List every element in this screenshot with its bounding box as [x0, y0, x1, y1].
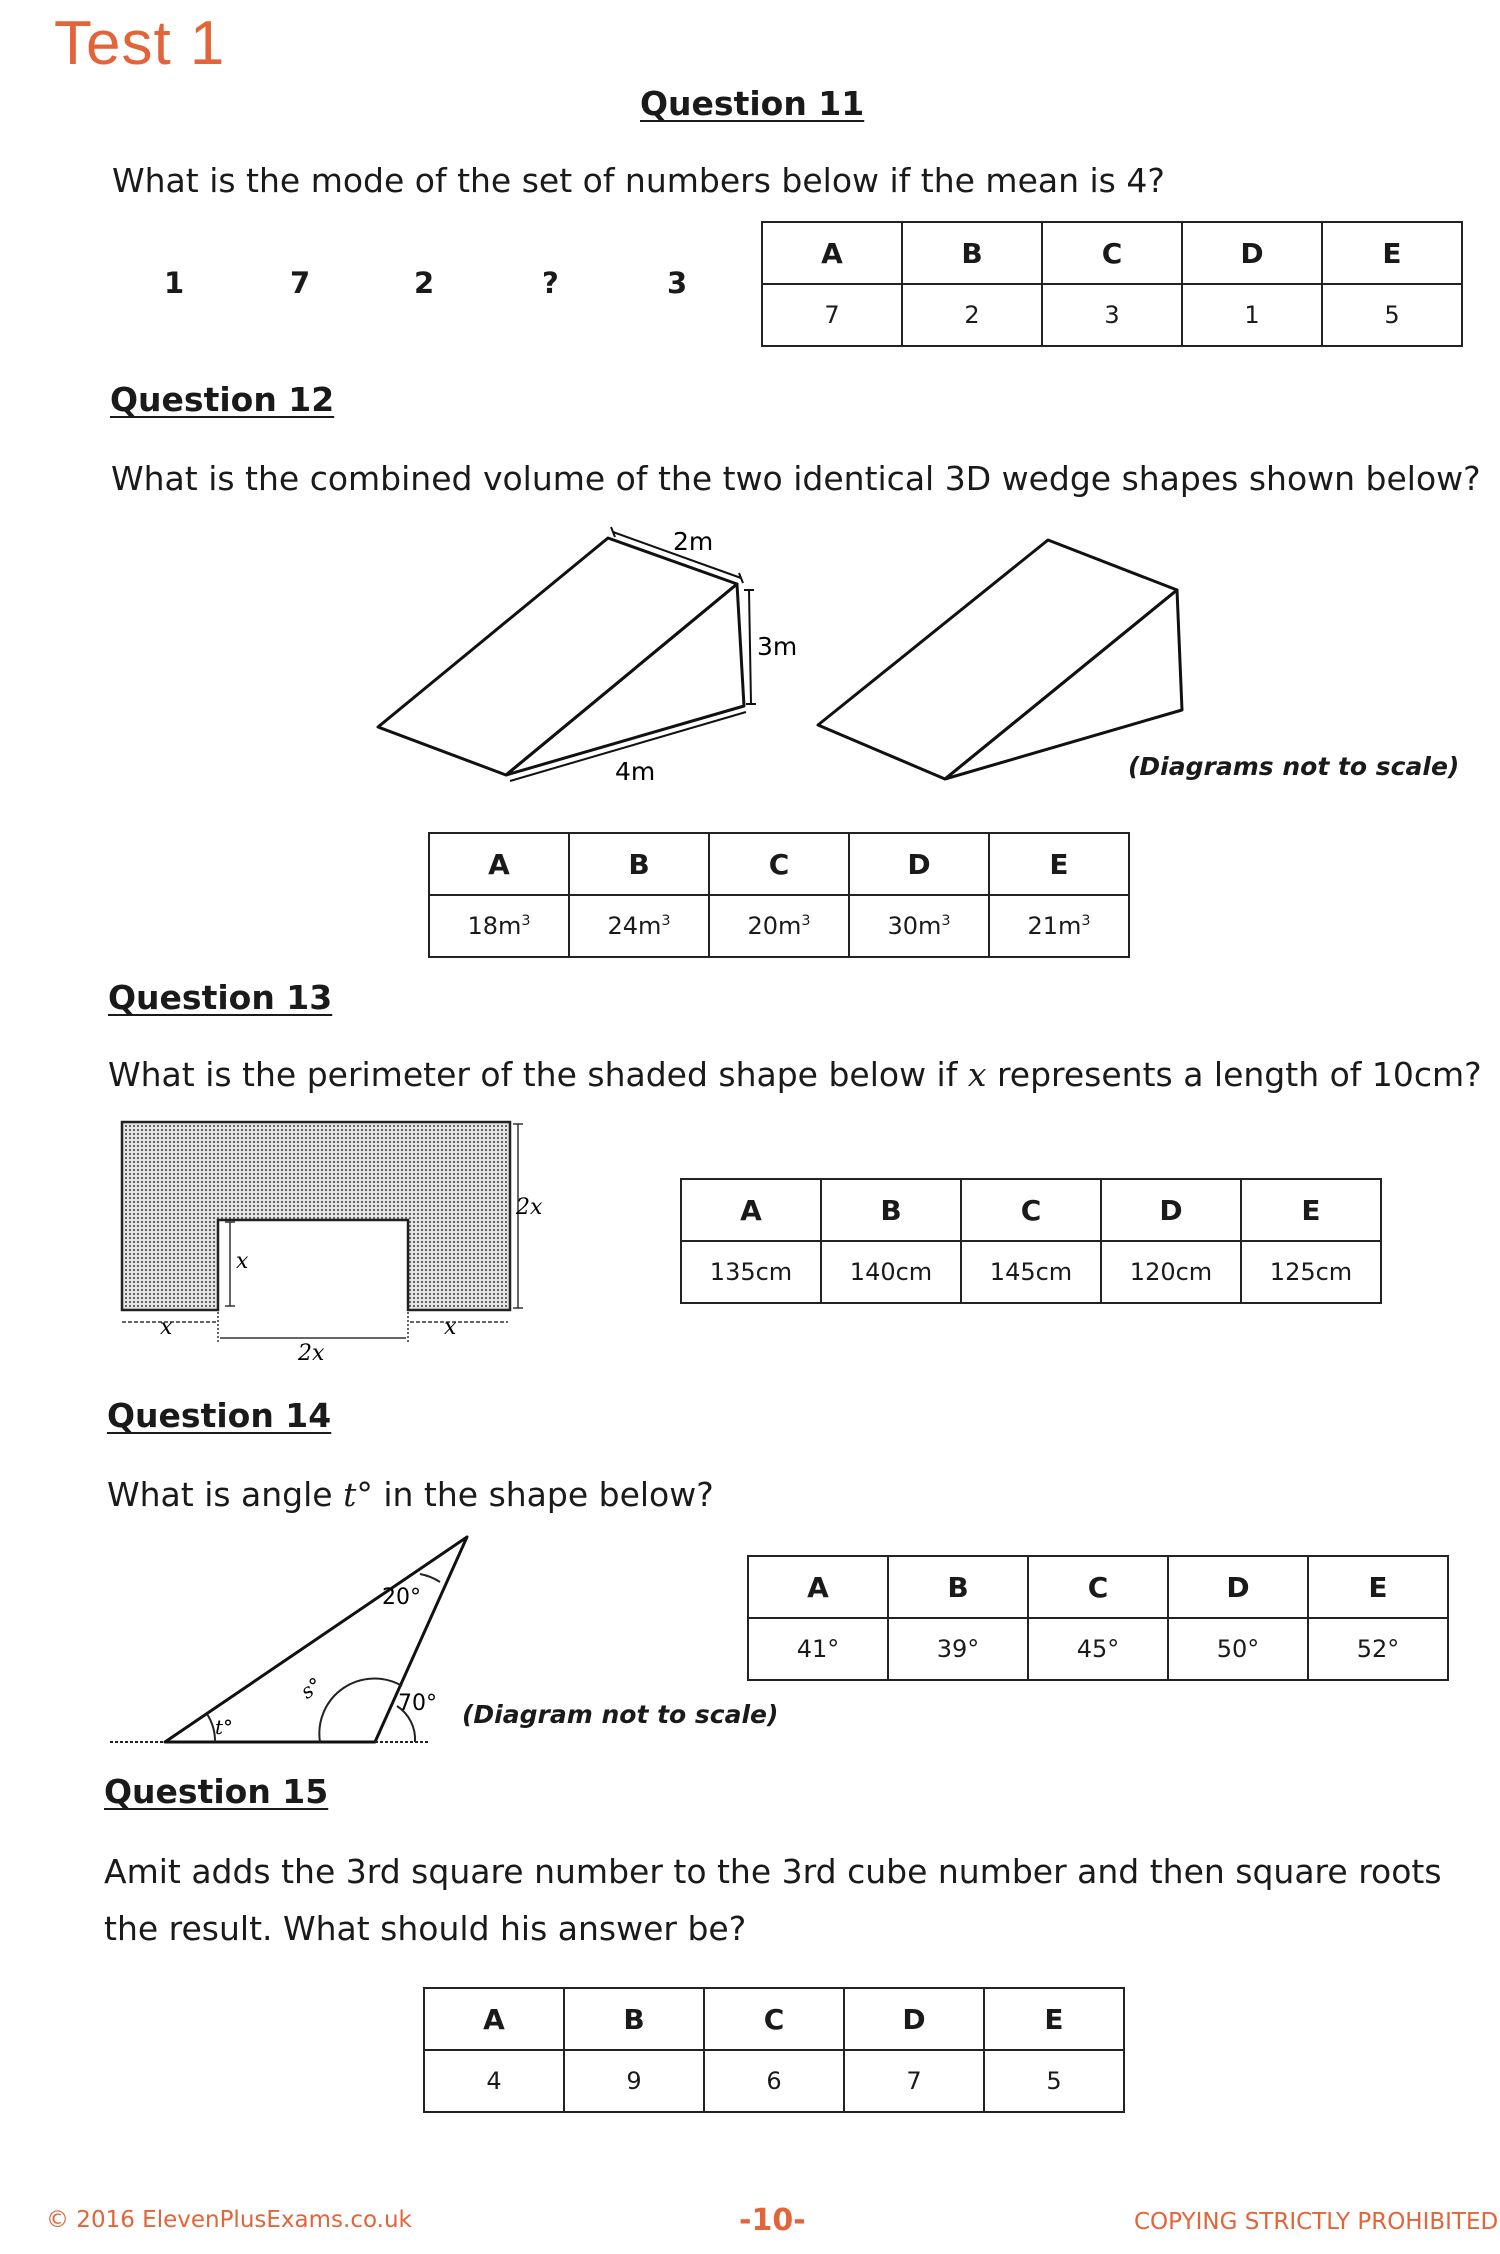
q12-answer-table — [428, 832, 1130, 958]
shaded-shape — [122, 1122, 510, 1310]
q11-option-b-letter[interactable]: B — [902, 222, 1042, 284]
angle-70-label: 70° — [398, 1691, 437, 1716]
q15-option-c-letter[interactable]: C — [704, 1988, 844, 2050]
q15-option-a-letter[interactable]: A — [424, 1988, 564, 2050]
q12-text: What is the combined volume of the two identical 3D wedge shapes shown below? — [111, 459, 1481, 498]
q15-option-e-letter[interactable]: E — [984, 1988, 1124, 2050]
footer-page-number: -10- — [739, 2203, 806, 2238]
q14-option-d-value[interactable]: 50° — [1168, 1618, 1308, 1680]
q12-heading: Question 12 — [110, 380, 335, 419]
q11-option-e-value[interactable]: 5 — [1322, 284, 1462, 346]
footer-copy-notice: COPYING STRICTLY PROHIBITED — [1134, 2209, 1499, 2235]
q11-option-e-letter[interactable]: E — [1322, 222, 1462, 284]
q13-option-d-letter[interactable]: D — [1101, 1179, 1241, 1241]
q11-option-d-value[interactable]: 1 — [1182, 284, 1322, 346]
q13-option-e-value[interactable]: 125cm — [1241, 1241, 1381, 1303]
q11-option-c-letter[interactable]: C — [1042, 222, 1182, 284]
q14-option-a-letter[interactable]: A — [748, 1556, 888, 1618]
q14-text: What is angle t° in the shape below? — [107, 1475, 714, 1514]
angle-t-label: t° — [215, 1715, 234, 1739]
q15-text-line1: Amit adds the 3rd square number to the 3rd cube number and then square roots — [104, 1852, 1442, 1891]
q11-number: 7 — [290, 266, 311, 300]
wedge-diagram — [0, 0, 1500, 820]
q14-option-b-letter[interactable]: B — [888, 1556, 1028, 1618]
q12-option-e-value[interactable]: $21m^3$ — [989, 895, 1129, 957]
width-label: 2m — [673, 527, 714, 556]
q15-heading: Question 15 — [104, 1772, 329, 1811]
q13-answer-table — [680, 1178, 1382, 1304]
length-label: 4m — [615, 757, 656, 786]
q11-text: What is the mode of the set of numbers below if the mean is 4? — [112, 161, 1165, 200]
q14-option-a-value[interactable]: 41° — [748, 1618, 888, 1680]
right-base-x-label: x — [444, 1315, 457, 1340]
right-2x-label: 2x — [516, 1195, 543, 1220]
q14-option-b-value[interactable]: 39° — [888, 1618, 1028, 1680]
q14-heading: Question 14 — [107, 1396, 332, 1435]
footer-copyright: © 2016 ElevenPlusExams.co.uk — [46, 2207, 412, 2233]
q13-option-b-value[interactable]: 140cm — [821, 1241, 961, 1303]
q14-option-e-value[interactable]: 52° — [1308, 1618, 1448, 1680]
q12-option-d-letter[interactable]: D — [849, 833, 989, 895]
q12-option-c-letter[interactable]: C — [709, 833, 849, 895]
angle-s-label: s° — [295, 1672, 327, 1704]
q12-option-e-letter[interactable]: E — [989, 833, 1129, 895]
wedge-left — [378, 538, 744, 775]
q13-option-a-letter[interactable]: A — [681, 1179, 821, 1241]
q15-option-a-value[interactable]: 4 — [424, 2050, 564, 2112]
q13-option-c-value[interactable]: 145cm — [961, 1241, 1101, 1303]
shaded-shape-diagram — [0, 1100, 600, 1380]
inner-x-label: x — [236, 1249, 249, 1274]
q12-option-c-value[interactable]: $20m^3$ — [709, 895, 849, 957]
wedge-right — [818, 540, 1182, 779]
q15-text-line2: the result. What should his answer be? — [104, 1909, 747, 1948]
q12-option-a-letter[interactable]: A — [429, 833, 569, 895]
q11-number: 2 — [414, 266, 435, 300]
q15-option-d-letter[interactable]: D — [844, 1988, 984, 2050]
q11-number: 3 — [667, 266, 688, 300]
q13-text: What is the perimeter of the shaded shape below if x represents a length of 10cm? — [108, 1055, 1482, 1094]
q12-scale-note: (Diagrams not to scale) — [1128, 752, 1460, 781]
q11-number: 1 — [164, 266, 185, 300]
q12-option-b-value[interactable]: $24m^3$ — [569, 895, 709, 957]
triangle-diagram — [0, 1520, 480, 1760]
q13-option-d-value[interactable]: 120cm — [1101, 1241, 1241, 1303]
q11-option-c-value[interactable]: 3 — [1042, 284, 1182, 346]
q14-answer-table — [747, 1555, 1449, 1681]
mid-base-2x-label: 2x — [298, 1341, 325, 1366]
angle-20-label: 20° — [382, 1585, 421, 1610]
q14-option-c-letter[interactable]: C — [1028, 1556, 1168, 1618]
q14-option-d-letter[interactable]: D — [1168, 1556, 1308, 1618]
q12-option-b-letter[interactable]: B — [569, 833, 709, 895]
q15-option-e-value[interactable]: 5 — [984, 2050, 1124, 2112]
q14-scale-note: (Diagram not to scale) — [462, 1700, 779, 1729]
q11-option-a-letter[interactable]: A — [762, 222, 902, 284]
q11-heading: Question 11 — [640, 84, 865, 123]
q12-option-a-value[interactable]: $18m^3$ — [429, 895, 569, 957]
q15-option-d-value[interactable]: 7 — [844, 2050, 984, 2112]
q12-option-d-value[interactable]: $30m^3$ — [849, 895, 989, 957]
q13-heading: Question 13 — [108, 978, 333, 1017]
left-base-x-label: x — [160, 1315, 173, 1340]
q13-option-c-letter[interactable]: C — [961, 1179, 1101, 1241]
q11-number: ? — [542, 266, 559, 300]
test-title: Test 1 — [54, 9, 226, 78]
q11-option-d-letter[interactable]: D — [1182, 222, 1322, 284]
q15-option-c-value[interactable]: 6 — [704, 2050, 844, 2112]
height-label: 3m — [757, 632, 798, 661]
q15-option-b-letter[interactable]: B — [564, 1988, 704, 2050]
q14-option-e-letter[interactable]: E — [1308, 1556, 1448, 1618]
q15-answer-table — [423, 1987, 1125, 2113]
q14-option-c-value[interactable]: 45° — [1028, 1618, 1168, 1680]
q15-option-b-value[interactable]: 9 — [564, 2050, 704, 2112]
q13-option-a-value[interactable]: 135cm — [681, 1241, 821, 1303]
q11-option-b-value[interactable]: 2 — [902, 284, 1042, 346]
q13-option-b-letter[interactable]: B — [821, 1179, 961, 1241]
q13-option-e-letter[interactable]: E — [1241, 1179, 1381, 1241]
q11-option-a-value[interactable]: 7 — [762, 284, 902, 346]
